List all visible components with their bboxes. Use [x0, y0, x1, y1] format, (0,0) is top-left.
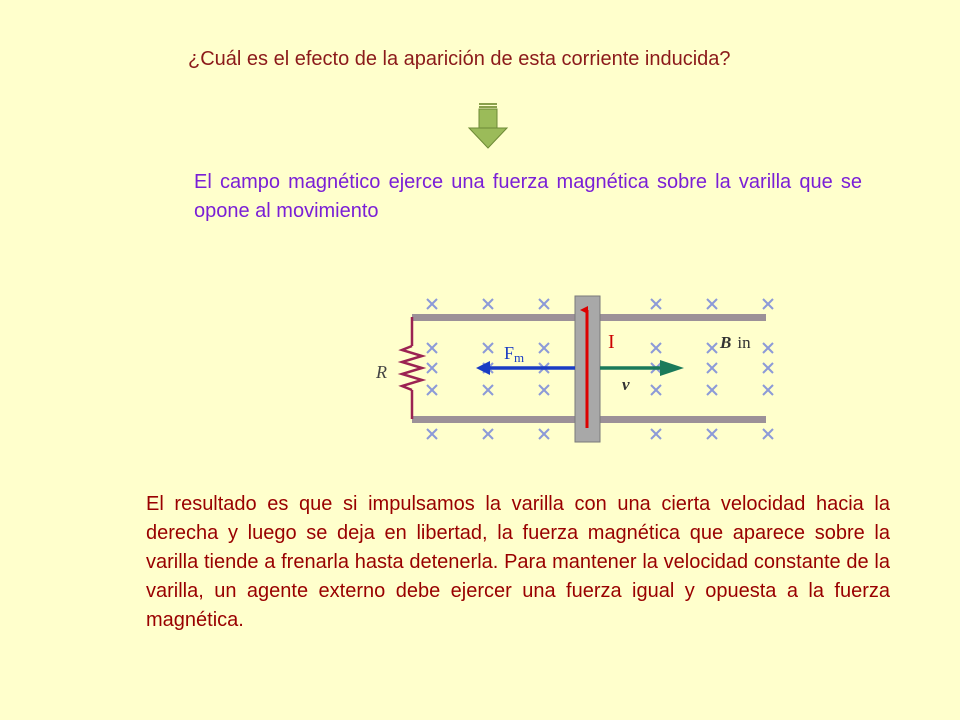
field-mark: [651, 343, 661, 353]
field-mark: [483, 429, 493, 439]
field-mark: [763, 299, 773, 309]
magnetic-force-arrow: [476, 361, 575, 375]
field-mark: [651, 429, 661, 439]
field-mark: [707, 429, 717, 439]
force-label: Fm: [504, 343, 525, 365]
field-mark: [427, 299, 437, 309]
field-mark: [651, 385, 661, 395]
resistor-icon: [402, 317, 422, 419]
result-paragraph: El resultado es que si impulsamos la varilla con una cierta velocidad hacia la derecha y luego se deja en libertad, la fuerza magnética que aparece sobre la varilla tiende a frenarla hasta detenerla. Para mantener la velocidad constante de la varilla, un agente externo debe ejercer una fuerza igual y opuesta a la fuerza magnética.: [146, 493, 890, 631]
field-mark: [483, 385, 493, 395]
field-mark: [763, 385, 773, 395]
field-mark: [483, 343, 493, 353]
field-mark: [707, 299, 717, 309]
field-mark: [483, 299, 493, 309]
moving-rod-diagram: [370, 288, 790, 458]
velocity-label: v: [622, 375, 630, 394]
resistor-label: R: [376, 362, 387, 382]
field-mark: [763, 363, 773, 373]
field-mark: [707, 363, 717, 373]
field-mark: [539, 429, 549, 439]
field-mark: [427, 385, 437, 395]
current-label: I: [608, 331, 615, 353]
question-heading: ¿Cuál es el efecto de la aparición de esta corriente inducida?: [188, 48, 731, 70]
field-mark: [763, 343, 773, 353]
field-mark: [707, 385, 717, 395]
field-mark: [707, 343, 717, 353]
field-mark: [539, 299, 549, 309]
field-mark: [539, 343, 549, 353]
field-mark: [651, 299, 661, 309]
field-mark: [539, 385, 549, 395]
field-label: B in: [720, 333, 751, 352]
down-arrow-icon: [466, 102, 510, 150]
field-mark: [763, 429, 773, 439]
effect-paragraph: El campo magnético ejerce una fuerza magnética sobre la varilla que se opone al movimiento: [194, 171, 862, 222]
field-mark: [427, 363, 437, 373]
field-mark: [427, 343, 437, 353]
field-mark: [427, 429, 437, 439]
velocity-arrow: [600, 360, 684, 376]
